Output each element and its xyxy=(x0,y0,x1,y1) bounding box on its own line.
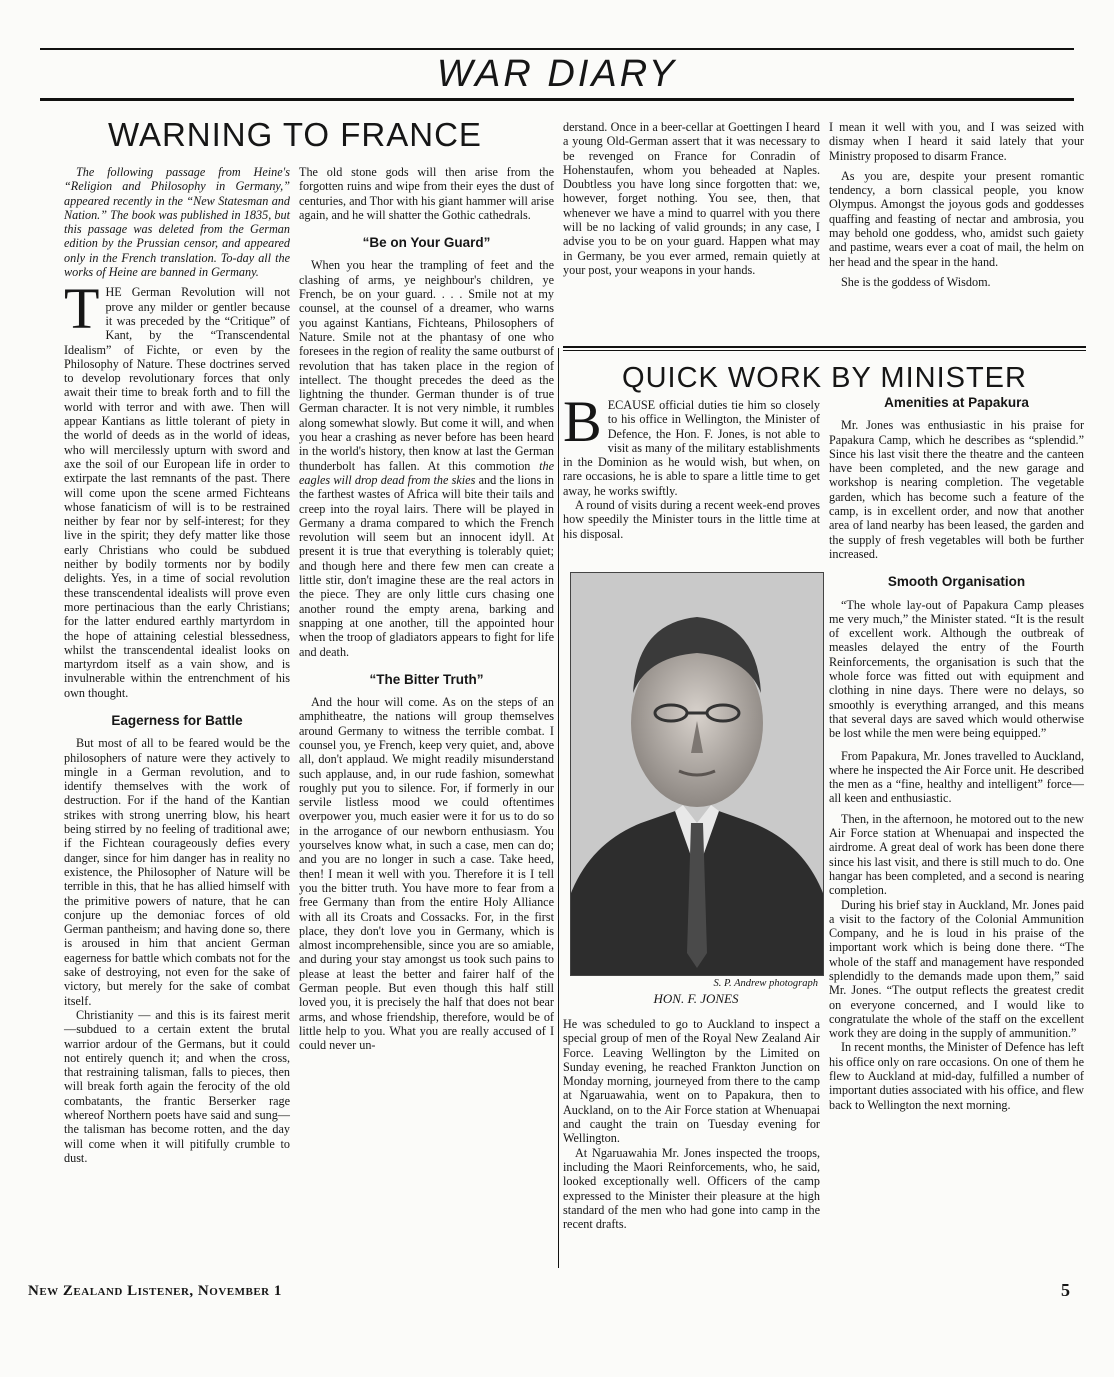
article-title-minister: QUICK WORK BY MINISTER xyxy=(622,362,1027,394)
header-rule xyxy=(40,98,1074,101)
column-3-top xyxy=(563,120,820,277)
article-title-warning: WARNING TO FRANCE xyxy=(108,116,482,153)
body-paragraph xyxy=(299,258,554,658)
body-paragraph: ECAUSE official duties tie him so closely to his office in Wellington, the Minister of Defence, the Hon. F. Jones, is not able to visit as many of the military establishments in the Dominion as he would wish, but when, on rare occasions, he is able to spare a little time to get away, he works swiftly. xyxy=(563,398,820,498)
dropcap-t: T xyxy=(64,276,100,342)
article-divider-thin xyxy=(563,350,1086,351)
photo-caption: HON. F. JONES xyxy=(653,991,739,1006)
column-separator xyxy=(558,348,559,1268)
body-paragraph: But most of all to be feared would be the philosophers of nature were they actively to mingle in a German revolution, and to identify themselves with the work of destruction. For if the hand of the Kantian strikes with strong unerring blow, his heart being stirred by no feeling of traditional awe; if the Fichtean courageously defies every danger, since for him danger has in reality no existence, the Philosopher of Nature will be terrible in this, that he has allied himself with the primitive powers of nature, that he can conjure up the demoniac forces of old German pantheism; and having done so, there is aroused in him that ancient German eagerness for battle which combats not for the sake of destroying, not even for the sake of victory, but merely for the sake of combat itself. xyxy=(64,736,290,1008)
column-4-bottom xyxy=(829,394,1084,1112)
page-number: 5 xyxy=(1061,1280,1070,1300)
body-paragraph: He was scheduled to go to Auckland to inspect a special group of men of the Royal New Zealand Air Force. Leaving Wellington by the Limited on Sunday evening, he reached Frankton Junction on Monday morning, journeyed from there to the camp at Ngaruawahia, went on to Papakura, then to Auckland, on to the Air Force station at Whenuapai and caught the train on Tuesday evening for Wellington. xyxy=(563,1017,820,1146)
body-paragraph: At Ngaruawahia Mr. Jones inspected the troops, including the Maori Reinforcements, who, he said, looked exceptionally well. Officers of the camp expressed to the Minister their pleasure at the high standard of the men who had gone into camp in the recent drafts. xyxy=(563,1145,820,1232)
body-paragraph: The old stone gods will then arise from the forgotten ruins and wipe from their eyes the dust of centuries, and Thor with his giant hammer will arise again, and he will shatter the Gothic cathedrals. xyxy=(299,165,554,222)
body-paragraph: She is the goddess of Wisdom. xyxy=(841,274,991,289)
body-paragraph: I mean it well with you, and I was seized with dismay when I heard it said lately that your Ministry proposed to disarm France. xyxy=(829,120,1084,163)
dropcap-b: B xyxy=(563,389,602,454)
body-text: and the lions in the farthest wastes of Africa will bite their tails and creep into the royal lairs. There will be played in Germany a drama compared to which the French revolution will seem but an innocent idyll. At present it is true that everything is tolerably quiet; and though here and there few men can create a little stir, don't imagine these are the real actors in the piece. They are only little curs chasing one another round the empty arena, barking and snapping at one another, till the appointed hour when the troop of gladiators appears to fight for life and death. xyxy=(299,472,554,659)
subhead-eagerness: Eagerness for Battle xyxy=(111,712,243,728)
body-paragraph: During his brief stay in Auckland, Mr. Jones paid a visit to the factory of the Colonial Ammunition Company, and he is loud in his praise of the important work which is being done there. “The whole of the staff and management have responded splendidly to the demands made upon them,” said Mr. Jones. “The output reflects the greatest credit on everyone concerned, and I would like to congratulate the whole of the staff on the excellent work they are doing in the supply of ammunition.” xyxy=(829,897,1084,1041)
footer-publication: New Zealand Listener, November 1 xyxy=(28,1283,282,1299)
body-paragraph: derstand. Once in a beer-cellar at Goettingen I heard a young Old-German assert that it was necessary to be revenged on France for Conradin of Hohenstaufen, whom you beheaded at Naples. Doubtless you have long since forgotten that: we, however, forget nothing. You see, then, that whenever we have a mind to quarrel with you there will be no lacking of valid grounds; in any case, I advise you to be on your guard. Happen what may in Germany, be you ever armed, remain quietly at your post, your weapons in your hands. xyxy=(563,120,820,277)
column-1 xyxy=(64,165,290,1165)
body-paragraph: Then, in the afternoon, he motored out to the new Air Force station at Whenuapai and inspected the airdrome. A great deal of work has been done there since his last visit, and there is still much to do. One hangar has been completed, and a second is nearing completion. xyxy=(829,811,1084,898)
body-paragraph: Christianity — and this is its fairest merit—subdued to a certain extent the brutal warrior ardour of the Germans, but it could not entirely quench it; and when the cross, that restraining talisman, falls to pieces, then will break forth again the ferocity of the old combatants, the frantic Berserker rage whereof Northern poets have said and sung—the talisman has become rotten, and the day will come when it will pitifully crumble to dust. xyxy=(64,1007,290,1165)
subhead-bitter-truth: “The Bitter Truth” xyxy=(369,671,484,687)
body-paragraph: As you are, despite your present romantic tendency, a born classical people, you know Olympus. Amongst the joyous gods and goddesses quaffing and feasting of nectar and ambrosia, you may behold one goddess, who, amidst such gaiety and pastime, wears ever a coat of mail, the helm on her head and the spear in the hand. xyxy=(829,168,1084,269)
body-paragraph: From Papakura, Mr. Jones travelled to Auckland, where he inspected the Air Force unit. He described the men as a “fine, healthy and intelligent” force—all keen and enthusiastic. xyxy=(829,748,1084,806)
body-paragraph: In recent months, the Minister of Defence has left his office only on rare occasions. On one of them he flew to Auckland at mid-day, fulfilled a number of important duties associated with his office, and flew back to Wellington the next morning. xyxy=(829,1040,1084,1112)
minister-photo xyxy=(570,572,824,976)
photo-credit: S. P. Andrew photograph xyxy=(713,978,818,989)
subhead-organisation: Smooth Organisation xyxy=(887,574,1026,590)
dropcap-paragraph xyxy=(64,276,290,700)
top-rule xyxy=(40,48,1074,50)
column-4-top xyxy=(829,120,1084,289)
body-paragraph: “The whole lay-out of Papakura Camp pleases me very much,” the Minister stated. “It is the result of excellent work. Although the outbreak of measles delayed the entry of the Fourth Reinforcements, the organisation is such that the whole force was fitted out with equipment and clothing in nine days. There were no delays, so smoothly is everything arranged, and this means that several days are saved which would otherwise be lost while the men were being equipped.” xyxy=(829,597,1084,741)
portrait-image xyxy=(571,573,823,975)
body-paragraph: A round of visits during a recent week-end proves how speedily the Minister tours in the little time at his disposal. xyxy=(563,498,820,541)
body-paragraph: Mr. Jones was enthusiastic in his praise for Papakura Camp, which he describes as “splendid.” Since his last visit there the theatre and the canteen have been completed, and the new garage and workshop is nearing completion. The vegetable garden, which has become such a feature of the camp, is in excellent order, and now that another area of land nearby has been leased, the garden and the supply of fresh vegetables will both be further increased. xyxy=(829,418,1084,561)
body-paragraph: HE German Revolution will not prove any milder or gentler because it was preceded by the “Critique” of Kant, by the “Transcendental Idealism” of Fichte, or even by the Philosophy of Nature. These doctrines served to develop revolutionary forces that only await their time to break forth and to fill the world with terror and with awe. Then will appear Kantians as little tolerant of piety in the world of deeds as in the world of ideas, who will mercilessly upturn with sword and axe the soil of our European life in order to extirpate the last remnants of the past. There will come upon the scene armed Fichteans whose fanaticism of will is to be restrained neither by fear nor by self-interest; for they live in the spirit; they defy matter like those early Christians who could be subdued neither by bodily torments nor by bodily delights. Yes, in a time of social revolution these transcendental idealists will prove even more pertinacious than the early Christians; for the latter endured earthly martyrdom in the hope of attaining celestial blessedness, whilst the transcendental idealist looks on martyrdom itself as a vain show, and is invulnerable within the entrenchment of his own thought. xyxy=(64,285,290,700)
italic-phrase: the eagles will drop dead from the skies xyxy=(299,458,554,487)
body-paragraph: And the hour will come. As on the steps of an amphitheatre, the nations will group themselves around Germany to witness the terrible combat. I counsel you, ye French, keep very quiet, and, above all, don't applaud. We might readily misunderstand such applause, and, in our rude fashion, somewhat roughly put you to silence. For, if formerly in our servile listless mood we could oftentimes overpower you, much easier were it for us to do so in the arrogance of our newborn enthusiasm. You yourselves know what, in such a case, men can do; and you are no longer in such a case. Take heed, then! I mean it well with you. Therefore it is I tell you the bitter truth. You have more to fear from a free Germany than from the entire Holy Alliance with all its Croats and Cossacks. For, in the first place, they don't love you in Germany, which is almost incomprehensible, since you are so amiable, and during your stay amongst us took such pains to please at least the better and fairer half of the German people. But even though this half still loved you, it is precisely the half that does not bear arms, and whose friendship, therefore, would be of little help to you. What you are really accused of I could never un- xyxy=(299,695,554,1053)
body-text: When you hear the trampling of feet and the clashing of arms, ye neighbour's children, ye French, be on your guard. . . . Smile not at my counsel, at the counsel of a dreamer, who warns you against Kantians, Fichteans, Philosophers of Nature. Smile not at the phantasy of one who foresees in the region of reality the same outburst of revolution that has taken place in the region of intellect. The thought precedes the deed as the lightning the thunder. German thunder is of true German character. It is not very nimble, it rumbles along somewhat slowly. But come it will, and when you hear a crashing as never before has been heard in the world's history, then know at last the German thunderbolt has fallen. At this commotion xyxy=(299,258,554,473)
subhead-guard: “Be on Your Guard” xyxy=(362,235,491,251)
column-2 xyxy=(299,165,554,1053)
subhead-amenities: Amenities at Papakura xyxy=(884,395,1029,410)
section-header: WAR DIARY xyxy=(436,53,678,95)
column-3-bottom xyxy=(563,1017,820,1231)
column-3-intro xyxy=(563,389,820,541)
dropcap-paragraph xyxy=(563,389,820,498)
article-divider xyxy=(563,346,1086,348)
intro-paragraph: The following passage from Heine's “Religion and Philosophy in Germany,” appeared recently in the “New Statesman and Nation.” The book was published in 1835, but this passage was deleted from the German edition by the Prussian censor, and appeared only in the French translation. To-day all the works of Heine are banned in Germany. xyxy=(64,165,290,280)
